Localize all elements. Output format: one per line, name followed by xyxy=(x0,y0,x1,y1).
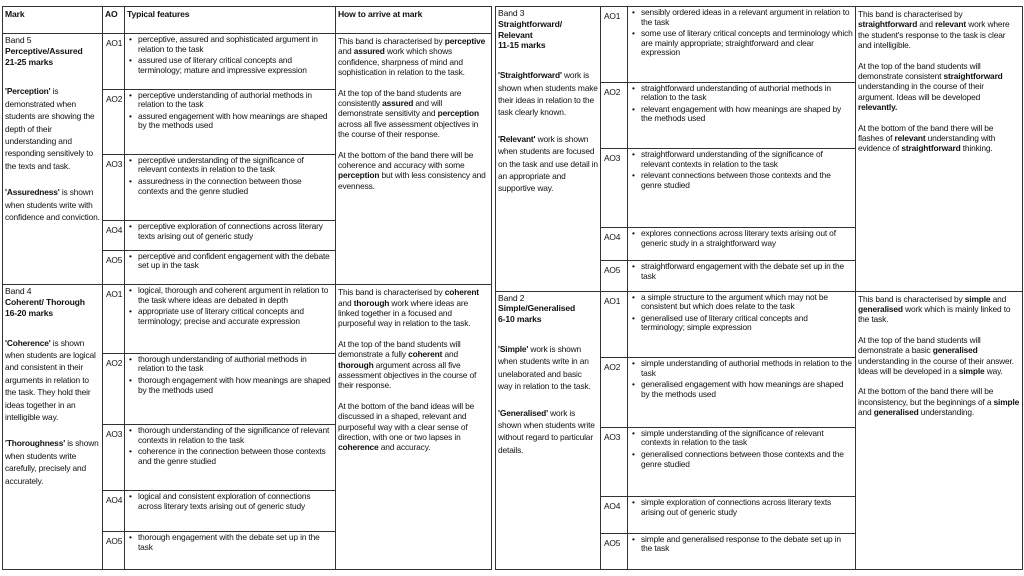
left-page xyxy=(2,6,491,570)
header-ao: AO xyxy=(103,7,125,34)
features-cell xyxy=(125,353,336,424)
bold-keyword: generalised xyxy=(873,407,919,418)
ao-label: AO3 xyxy=(103,425,125,491)
ao-label: AO1 xyxy=(601,7,628,83)
how-to-arrive-cell xyxy=(336,285,492,570)
ao-label: AO2 xyxy=(601,82,628,149)
ao-label: AO4 xyxy=(103,491,125,532)
how-text: and xyxy=(338,46,354,57)
feature-item: • perceptive exploration of connections across literary texts arising out of generic study xyxy=(138,222,333,241)
features-cell xyxy=(628,497,856,533)
description-term: 'Simple' xyxy=(498,343,529,354)
bold-keyword: straightforward xyxy=(858,19,918,30)
band-label: Band 2 xyxy=(498,292,525,303)
features-cell xyxy=(628,227,856,260)
features-cell xyxy=(628,291,856,358)
how-text: work which shows confidence, sharpness of mind and sophistication in relation to the task. xyxy=(338,46,465,78)
how-paragraph xyxy=(338,150,489,192)
ao-label: AO5 xyxy=(601,261,628,291)
features-cell xyxy=(628,427,856,497)
feature-item: • assured engagement with how meanings are shaped by the methods used xyxy=(138,112,333,131)
band-name: Simple/Generalised xyxy=(498,303,576,314)
band-marks: 21-25 marks xyxy=(5,56,54,67)
description-term: 'Generalised' xyxy=(498,407,548,418)
band-name: Perceptive/Assured xyxy=(5,45,83,56)
features-cell xyxy=(628,149,856,228)
how-text: but with less consistency and evenness. xyxy=(338,170,486,191)
how-text: work which is mainly linked to the task. xyxy=(858,303,1011,325)
band-label: Band 5 xyxy=(5,35,32,45)
feature-item: • simple understanding of the significance of relevant contexts in relation to the task xyxy=(641,429,853,448)
band-description xyxy=(5,337,100,424)
how-paragraph xyxy=(858,123,1020,154)
how-paragraph xyxy=(338,401,489,453)
bold-keyword: relevant xyxy=(894,133,926,144)
description-term: 'Straightforward' xyxy=(498,70,562,81)
how-text: At the top of the band students are consistently xyxy=(338,87,462,109)
feature-item: • appropriate use of literary critical concepts and terminology; precise and accurate expression xyxy=(138,307,333,326)
feature-item: • simple and generalised response to the debate set up in the task xyxy=(641,535,853,554)
feature-item: • coherence in the connection between those contexts and the genre studied xyxy=(138,447,333,466)
band-mark-cell xyxy=(496,7,601,292)
how-text: At the bottom of the band there will be coherence and accuracy with some xyxy=(338,149,474,171)
feature-item: • logical and consistent exploration of connections across literary texts arising out of generic study xyxy=(138,492,333,511)
how-to-arrive-cell xyxy=(856,7,1023,292)
how-paragraph xyxy=(858,294,1020,325)
feature-item: • a simple structure to the argument which may not be consistent but which does relate to the task xyxy=(641,293,853,312)
band3-section xyxy=(496,7,1023,292)
features-cell xyxy=(125,491,336,532)
feature-item: • sensibly ordered ideas in a relevant argument in relation to the task xyxy=(641,8,853,27)
description-text: is demonstrated when students are showing the depth of their understanding and responding sensitively to the texts and task. xyxy=(5,86,95,171)
how-text: understanding in the course of their answer. Ideas will be developed in a xyxy=(858,355,1014,376)
ao-label: AO5 xyxy=(103,250,125,284)
feature-item: • perceptive, assured and sophisticated argument in relation to the task xyxy=(138,35,333,54)
bold-keyword: straightforward xyxy=(943,71,1003,82)
description-term: 'Thoroughness' xyxy=(5,438,66,449)
band-marks: 11-15 marks xyxy=(498,40,546,51)
band-description xyxy=(5,85,100,172)
header-features: Typical features xyxy=(125,7,336,34)
features-cell xyxy=(628,533,856,569)
how-text: This band is characterised by xyxy=(858,9,963,19)
bold-keyword: perceptive xyxy=(444,36,486,46)
band-name: Coherent/ Thorough xyxy=(5,296,85,307)
how-text: understanding with evidence of xyxy=(858,133,996,154)
mark-scheme-table-left xyxy=(2,6,492,570)
description-text: is shown when students write with confidence and conviction. xyxy=(5,187,100,223)
band-description xyxy=(498,407,598,457)
header-mark: Mark xyxy=(3,7,103,34)
ao-label: AO2 xyxy=(103,353,125,424)
description-text: is shown when students are logical and consistent in their arguments in relation to the task. They hold their ideas together in an intelligible way. xyxy=(5,337,96,422)
ao-label: AO5 xyxy=(103,531,125,569)
bold-keyword: coherent xyxy=(408,349,443,360)
how-text: At the bottom of the band ideas will be discussed in a shaped, relevant and purposeful way with a clear sense of direction, with one or two lapses in xyxy=(338,400,475,443)
bold-keyword: assured xyxy=(382,98,414,109)
description-term: 'Assuredness' xyxy=(5,187,60,198)
criteria-row xyxy=(496,7,1023,83)
how-paragraph xyxy=(858,335,1020,377)
band-marks: 16-20 marks xyxy=(5,307,54,318)
features-cell xyxy=(628,7,856,83)
how-text: At the top of the band students will demonstrate consistent xyxy=(858,60,981,82)
ao-label: AO5 xyxy=(601,533,628,569)
feature-item: • explores connections across literary texts arising out of generic study in a straightforward way xyxy=(641,229,853,248)
features-cell xyxy=(125,34,336,90)
description-term: 'Relevant' xyxy=(498,133,536,144)
header-how: How to arrive at mark xyxy=(336,7,492,34)
band4-section xyxy=(3,285,492,570)
how-to-arrive-cell xyxy=(336,34,492,285)
how-text: and will demonstrate sensitivity and xyxy=(338,98,443,119)
bold-keyword: assured xyxy=(353,46,385,57)
bold-keyword: generalised xyxy=(932,345,978,356)
how-paragraph xyxy=(338,339,489,391)
bold-keyword: relevant xyxy=(935,19,967,30)
feature-item: • straightforward understanding of authorial methods in relation to the task xyxy=(641,84,853,103)
description-term: 'Perception' xyxy=(5,86,51,97)
feature-item: • simple exploration of connections across literary texts arising out of generic study xyxy=(641,498,853,517)
how-text: At the top of the band students will demonstrate a basic xyxy=(858,334,981,356)
features-cell xyxy=(125,250,336,284)
band-description xyxy=(5,186,100,223)
description-term: 'Coherence' xyxy=(5,337,51,348)
feature-item: • straightforward understanding of the significance of relevant contexts in relation to the task xyxy=(641,150,853,169)
description-text: work is shown when students make their ideas in relation to the task clearly known. xyxy=(498,70,598,118)
criteria-row xyxy=(3,34,492,90)
ao-label: AO3 xyxy=(103,154,125,220)
bold-keyword: relevantly. xyxy=(858,102,898,113)
features-cell xyxy=(125,221,336,251)
band-description xyxy=(498,133,598,195)
how-text: At the bottom of the band there will be flashes of xyxy=(858,122,994,144)
feature-item: • some use of literary critical concepts and terminology which are mainly appropriate; straightforward and clear expression xyxy=(641,29,853,58)
feature-item: • thorough understanding of the significance of relevant contexts in relation to the task xyxy=(138,426,333,445)
band-mark-cell xyxy=(496,291,601,569)
criteria-row xyxy=(3,285,492,354)
how-text: way. xyxy=(984,365,1003,376)
description-text: work is shown when students are focused on the task and use detail in an appropriate and supportive way. xyxy=(498,133,598,194)
band-description xyxy=(498,343,598,393)
how-text: thinking. xyxy=(960,143,993,154)
how-text: understanding. xyxy=(918,407,975,418)
how-paragraph xyxy=(338,287,489,329)
feature-item: • thorough engagement with the debate set up in the task xyxy=(138,533,333,552)
features-cell xyxy=(125,89,336,154)
ao-label: AO4 xyxy=(601,227,628,260)
ao-label: AO1 xyxy=(103,285,125,354)
how-text: This band is characterised by xyxy=(858,293,965,304)
how-text: and xyxy=(858,407,874,418)
how-paragraph xyxy=(858,9,1020,51)
feature-item: • relevant connections between those contexts and the genre studied xyxy=(641,171,853,190)
band-label: Band 3 xyxy=(498,8,525,18)
feature-item: • perceptive understanding of the significance of relevant contexts in relation to the task xyxy=(138,156,333,175)
bold-keyword: simple xyxy=(964,293,991,304)
ao-label: AO1 xyxy=(103,34,125,90)
features-cell xyxy=(628,358,856,428)
how-text: This band is characterised by xyxy=(338,36,445,46)
how-text: At the bottom of the band there will be inconsistency, but the beginnings of a xyxy=(858,386,994,407)
band-description xyxy=(5,437,100,487)
how-text: work where the student's response to the task is clear and intelligible. xyxy=(858,19,1010,51)
bold-keyword: thorough xyxy=(338,359,374,370)
bold-keyword: coherent xyxy=(444,287,479,298)
feature-item: • perceptive and confident engagement with the debate set up in the task xyxy=(138,252,333,271)
how-paragraph xyxy=(858,386,1020,417)
feature-item: • thorough engagement with how meanings are shaped by the methods used xyxy=(138,376,333,395)
feature-item: • logical, thorough and coherent argument in relation to the task where ideas are debated in depth xyxy=(138,286,333,305)
features-cell xyxy=(125,531,336,569)
how-text: and xyxy=(442,349,458,360)
bold-keyword: simple xyxy=(993,396,1020,407)
right-page xyxy=(495,6,1022,570)
band-label: Band 4 xyxy=(5,286,32,297)
how-text: At the top of the band students will demonstrate a fully xyxy=(338,338,461,360)
features-cell xyxy=(125,154,336,220)
bold-keyword: coherence xyxy=(338,442,379,453)
bold-keyword: simple xyxy=(958,365,985,376)
how-to-arrive-cell xyxy=(856,291,1023,569)
feature-item: • straightforward engagement with the debate set up in the task xyxy=(641,262,853,281)
how-text: and xyxy=(917,19,936,30)
bold-keyword: perception xyxy=(338,170,380,181)
how-text: across all five assessment objectives in the course of their response. xyxy=(338,118,479,140)
how-text: work where ideas are linked together in a focused and purposeful way in relation to the task. xyxy=(338,297,471,329)
how-text: and xyxy=(990,293,1007,304)
band2-section xyxy=(496,291,1023,569)
ao-label: AO2 xyxy=(601,358,628,428)
features-cell xyxy=(628,82,856,149)
ao-label: AO4 xyxy=(103,221,125,251)
feature-item: • perceptive understanding of authorial methods in relation to the task xyxy=(138,91,333,110)
feature-item: • generalised engagement with how meanings are shaped by the methods used xyxy=(641,380,853,399)
how-text: argument across all five assessment objectives in the course of their response. xyxy=(338,359,477,391)
features-cell xyxy=(125,285,336,354)
feature-item: • simple understanding of authorial methods in relation to the task xyxy=(641,359,853,378)
how-paragraph xyxy=(338,88,489,140)
how-paragraph xyxy=(338,36,489,78)
bold-keyword: thorough xyxy=(353,297,390,308)
band-marks: 6-10 marks xyxy=(498,314,542,325)
description-text: work is shown when students write without regard to particular details. xyxy=(498,407,595,455)
features-cell xyxy=(125,425,336,491)
header-row xyxy=(3,7,492,34)
ao-label: AO1 xyxy=(601,291,628,358)
criteria-row xyxy=(496,291,1023,358)
band-name: Straightforward/ Relevant xyxy=(498,18,562,40)
bold-keyword: straightforward xyxy=(901,143,961,154)
how-text: This band is characterised by xyxy=(338,287,445,298)
description-text: work is shown when students write in an unelaborated and basic way in relation to the task. xyxy=(498,343,591,392)
ao-label: AO4 xyxy=(601,497,628,533)
ao-label: AO3 xyxy=(601,427,628,497)
description-text: is shown when students write carefully, precisely and accurately. xyxy=(5,438,99,486)
band-mark-cell xyxy=(3,34,103,285)
how-text: and accuracy. xyxy=(378,442,431,453)
ao-label: AO3 xyxy=(601,149,628,228)
ao-label: AO2 xyxy=(103,89,125,154)
bold-keyword: generalised xyxy=(858,303,903,314)
feature-item: • thorough understanding of authorial methods in relation to the task xyxy=(138,355,333,374)
how-text: and xyxy=(338,297,354,308)
band-mark-cell xyxy=(3,285,103,570)
mark-scheme-table-right xyxy=(495,6,1023,570)
how-paragraph xyxy=(858,61,1020,113)
band-description xyxy=(498,69,598,119)
feature-item: • relevant engagement with how meanings are shaped by the methods used xyxy=(641,105,853,124)
feature-item: • assured use of literary critical concepts and terminology; mature and impressive expression xyxy=(138,56,333,75)
band5-section xyxy=(3,34,492,285)
features-cell xyxy=(628,261,856,291)
how-text: understanding in the course of their argument. Ideas will be developed xyxy=(858,81,984,102)
feature-item: • generalised connections between those contexts and the genre studied xyxy=(641,450,853,469)
feature-item: • generalised use of literary critical concepts and terminology; simple expression xyxy=(641,314,853,333)
feature-item: • assuredness in the connection between those contexts and the genre studied xyxy=(138,177,333,196)
bold-keyword: perception xyxy=(437,108,479,119)
